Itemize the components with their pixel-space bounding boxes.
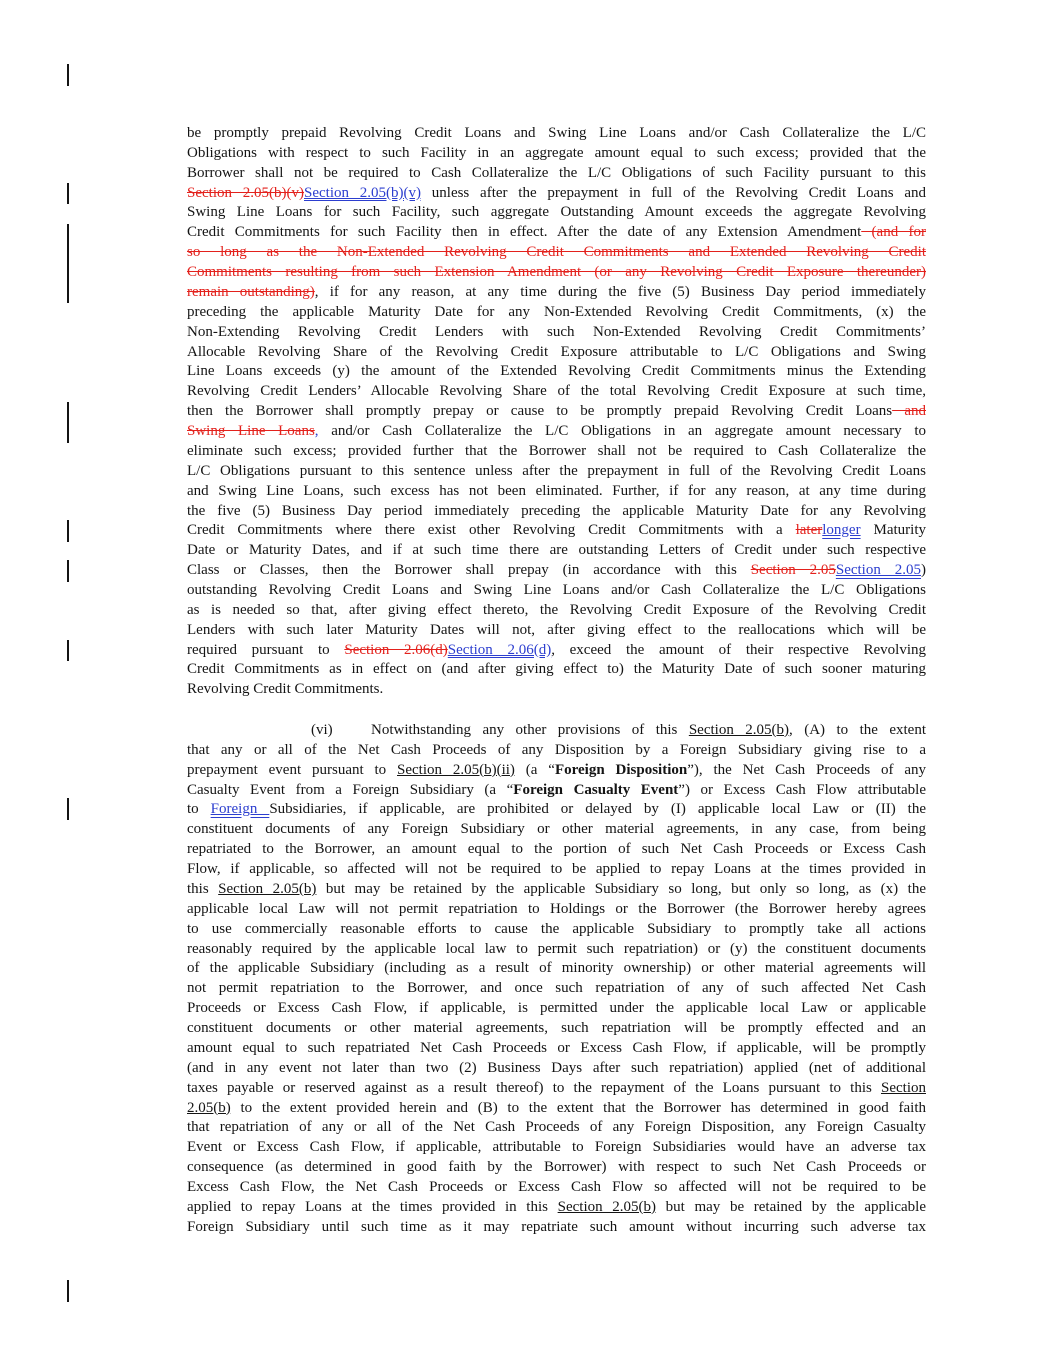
text-run: Credit Commitments for such Facility then in effect. After the date of any Extension Amendment xyxy=(187,224,862,241)
text-line xyxy=(187,959,926,979)
text-run: Lenders with such later Maturity Dates will not, after giving effect to the reallocations which will be xyxy=(187,621,926,638)
text-line xyxy=(187,203,926,223)
text-run: (and in any event not later than two (2) Business Days after such repatriation) applied (net of additional xyxy=(187,1059,926,1076)
text-line xyxy=(187,422,926,442)
text-line xyxy=(187,243,926,263)
text-line xyxy=(187,263,926,283)
text-run: to use commercially reasonable efforts to cause the applicable Subsidiary to promptly take all actions xyxy=(187,920,926,937)
text-run: unless after the prepayment in full of the Revolving Credit Loans and xyxy=(421,184,926,201)
text-run: , if for any reason, at any time during the five (5) Business Day period immediately xyxy=(314,283,927,300)
text-run: Credit Commitments as in effect on (and after giving effect to) the Maturity Date of such sooner maturing xyxy=(187,661,926,678)
text-line xyxy=(187,900,926,920)
text-line xyxy=(187,920,926,940)
text-run: Subsidiaries, if applicable, are prohibited or delayed by (I) applicable local Law or (II) the xyxy=(269,801,927,818)
text-line xyxy=(187,621,926,641)
deleted-text: so long as the Non-Extended Revolving Credit Commitments and Extended Revolving Credit xyxy=(187,244,926,261)
text-run: Non-Extending Revolving Credit Lenders with such Non-Extended Revolving Credit Commitments’ xyxy=(187,323,926,340)
text-run: to xyxy=(187,801,211,818)
text-line xyxy=(187,184,926,204)
text-run: ) xyxy=(921,562,926,579)
text-run: ”) or Excess Cash Flow attributable xyxy=(678,781,926,798)
text-line xyxy=(187,581,926,601)
deleted-text: Section 2.06(d) xyxy=(344,641,448,658)
change-bar xyxy=(67,520,69,542)
text-run: Allocable Revolving Share of the Revolving Credit Exposure attributable to L/C Obligations and Swing xyxy=(187,343,926,360)
text-run: but may be retained by the applicable Subsidiary so long, but only so long, as (x) the xyxy=(316,880,926,897)
text-line xyxy=(187,1198,926,1218)
text-line xyxy=(187,940,926,960)
text-line xyxy=(187,561,926,581)
deleted-text: remain outstanding) xyxy=(187,283,315,300)
text-run: of the applicable Subsidiary (including as a result of minority ownership) or other material agreements will xyxy=(187,960,926,977)
inserted-text: Foreign xyxy=(210,801,270,818)
text-run: Foreign Subsidiary until such time as it may repatriate such amount without incurring such adverse tax xyxy=(187,1218,926,1235)
text-run: Date or Maturity Dates, and if at such time there are outstanding Letters of Credit under such respective xyxy=(187,542,926,559)
text-line xyxy=(187,343,926,363)
text-run: Event or Excess Cash Flow, if applicable, attributable to Foreign Subsidiaries would have an adverse tax xyxy=(187,1139,926,1156)
section-reference: Section xyxy=(881,1079,926,1096)
text-line xyxy=(187,840,926,860)
text-run: Revolving Credit Lenders’ Allocable Revolving Share of the total Revolving Credit Exposure at such time, xyxy=(187,383,926,400)
section-reference: Section 2.05(b) xyxy=(218,880,317,897)
text-line xyxy=(187,382,926,402)
section-reference: Section 2.05(b) xyxy=(557,1198,657,1215)
defined-term: Foreign Casualty Event xyxy=(513,781,679,798)
text-run: applied to repay Loans at the times provided in this xyxy=(187,1198,558,1215)
defined-term: Foreign Disposition xyxy=(554,761,688,778)
text-run: be promptly prepaid Revolving Credit Loans and Swing Line Loans and/or Cash Collateralize the L/C xyxy=(187,125,926,141)
text-line xyxy=(187,781,926,801)
text-run: applicable local Law will not permit repatriation to Holdings or the Borrower (the Borrower hereby agrees xyxy=(187,900,926,917)
change-bar xyxy=(67,224,69,303)
deleted-text: Section 2.05(b)(v) xyxy=(187,184,304,201)
deleted-text: later xyxy=(795,522,823,539)
text-run: required pursuant to xyxy=(187,641,345,658)
text-line xyxy=(187,1218,926,1238)
deleted-text: and xyxy=(892,403,926,420)
text-line xyxy=(187,1099,926,1119)
text-run: Excess Cash Flow, the Net Cash Proceeds or Excess Cash Flow so affected will not be required to be xyxy=(187,1179,926,1195)
inserted-text: Section 2.05(b)(v) xyxy=(304,184,421,201)
text-run: Line Loans exceeds (y) the amount of the Extended Revolving Credit Commitments minus the Extending xyxy=(187,363,926,380)
text-line xyxy=(187,680,926,700)
text-line xyxy=(187,223,926,243)
change-bar xyxy=(67,402,69,443)
deleted-text: Commitments resulting from such Extension Amendment (or any Revolving Credit Exposure thereunder) xyxy=(187,264,926,281)
text-line xyxy=(187,1138,926,1158)
change-bar xyxy=(67,1280,69,1302)
text-run: Swing Line Loans for such Facility, such aggregate Outstanding Amount exceeds the aggregate Revolving xyxy=(187,204,926,221)
text-line xyxy=(187,761,926,781)
text-line xyxy=(187,641,926,661)
text-line xyxy=(187,323,926,343)
text-run: , (A) to the extent xyxy=(789,722,927,738)
text-run: repatriated to the Borrower, an amount equal to the portion of such Net Cash Proceeds or Excess Cash xyxy=(187,841,926,858)
text-line xyxy=(187,741,926,761)
text-line xyxy=(187,601,926,621)
text-line xyxy=(187,999,926,1019)
text-line xyxy=(187,303,926,323)
text-run: that any or all of the Net Cash Proceeds of any Disposition by a Foreign Subsidiary giving rise to a xyxy=(187,741,926,758)
text-run: Credit Commitments where there exist other Revolving Credit Commitments with a xyxy=(187,522,796,539)
inserted-text: , xyxy=(314,423,319,440)
text-run: Notwithstanding any other provisions of this xyxy=(371,722,689,738)
text-line xyxy=(187,880,926,900)
text-run: the five (5) Business Day period immediately preceding the applicable Maturity Date for any Revolving xyxy=(187,502,926,519)
text-line xyxy=(187,521,926,541)
text-run: eliminate such excess; provided further that the Borrower shall not be required to Cash Collateralize the xyxy=(187,442,926,459)
text-run: consequence (as determined in good faith by the Borrower) with respect to such Net Cash Proceeds or xyxy=(187,1159,926,1176)
text-line xyxy=(371,721,926,741)
text-run: to the extent provided herein and (B) to the extent that the Borrower has determined in good faith xyxy=(230,1099,926,1116)
text-run: not permit repatriation to the Borrower, and once such repatriation of any of such affected Net Cash xyxy=(187,980,926,997)
text-line xyxy=(187,124,926,144)
text-run: Flow, if applicable, so affected will not be required to be applied to repay Loans at the times provided in xyxy=(187,861,926,878)
text-line xyxy=(187,502,926,522)
text-line xyxy=(187,283,926,303)
change-bar xyxy=(67,64,69,86)
text-run: outstanding Revolving Credit Loans and Swing Line Loans and/or Cash Collateralize the L/C Obligations xyxy=(187,582,926,598)
change-bar xyxy=(67,798,69,820)
text-run: then the Borrower shall promptly prepay or cause to be promptly prepaid Revolving Credit Loans xyxy=(187,403,893,420)
text-run: preceding the applicable Maturity Date for any Non-Extended Revolving Credit Commitments, (x) the xyxy=(187,303,926,320)
inserted-text: Section 2.05 xyxy=(835,562,921,579)
text-run: Casualty Event from a Foreign Subsidiary (a “ xyxy=(187,781,514,798)
text-run: but may be retained by the applicable xyxy=(656,1198,926,1215)
text-line xyxy=(187,442,926,462)
text-run: Obligations with respect to such Facility in an aggregate amount equal to such excess; provided that the xyxy=(187,144,926,161)
text-run: Revolving Credit Commitments. xyxy=(187,681,384,698)
section-reference: 2.05(b) xyxy=(187,1099,231,1116)
text-run: ”), the Net Cash Proceeds of any xyxy=(687,761,927,778)
text-run: and Swing Line Loans, such excess has not been eliminated. Further, if for any reason, at any time during xyxy=(187,482,926,499)
text-run: reasonably required by the applicable local law to permit such repatriation) or (y) the constituent documents xyxy=(187,940,926,957)
text-line xyxy=(187,541,926,561)
text-line xyxy=(187,144,926,164)
text-run: constituent documents or other material agreements, such repatriation will be promptly effected and an xyxy=(187,1020,926,1037)
text-line xyxy=(187,1178,926,1198)
text-run: that repatriation of any or all of the Net Cash Proceeds of any Foreign Disposition, any Foreign Casualty xyxy=(187,1119,926,1136)
text-line xyxy=(187,1019,926,1039)
change-bar xyxy=(67,560,69,582)
text-line xyxy=(187,1158,926,1178)
text-run: amount equal to such repatriated Net Cash Proceeds or Excess Cash Flow, if applicable, will be promptly xyxy=(187,1039,926,1056)
text-line xyxy=(187,164,926,184)
text-line xyxy=(187,820,926,840)
text-run: prepayment event pursuant to xyxy=(187,761,398,778)
text-run: Proceeds or Excess Cash Flow, if applicable, is permitted under the applicable local Law or applicable xyxy=(187,1000,926,1017)
text-line xyxy=(187,979,926,999)
text-run: taxes payable or reserved against as a result thereof) to the repayment of the Loans pursuant to this xyxy=(187,1079,881,1096)
text-line xyxy=(187,1039,926,1059)
text-line xyxy=(187,860,926,880)
section-reference: Section 2.05(b) xyxy=(688,722,790,738)
deleted-text: Swing Line Loans xyxy=(187,423,315,440)
deleted-text: (and for xyxy=(861,224,926,241)
text-run: as is needed so that, after giving effect thereto, the Revolving Credit Exposure of the Revolving Credit xyxy=(187,601,926,618)
text-line xyxy=(187,660,926,680)
text-line xyxy=(187,402,926,422)
text-line xyxy=(187,362,926,382)
text-run: this xyxy=(187,880,219,897)
text-run: , exceed the amount of their respective Revolving xyxy=(551,641,926,658)
text-run: Class or Classes, then the Borrower shall prepay (in accordance with this xyxy=(187,562,751,579)
text-run: (a “ xyxy=(514,761,555,778)
text-run: Borrower shall not be required to Cash Collateralize the L/C Obligations of such Facility pursuant to this xyxy=(187,164,926,181)
change-bar xyxy=(67,183,69,204)
text-line xyxy=(187,482,926,502)
text-run: and/or Cash Collateralize the L/C Obligations in an aggregate amount necessary to xyxy=(318,423,926,440)
text-line xyxy=(187,1079,926,1099)
text-run: Maturity xyxy=(860,522,926,539)
text-run: L/C Obligations pursuant to this sentence unless after the prepayment in full of the Revolving Credit Loans xyxy=(187,462,926,479)
text-line xyxy=(187,462,926,482)
change-bar xyxy=(67,640,69,661)
inserted-text: Section 2.06(d) xyxy=(447,641,552,658)
inserted-text: longer xyxy=(822,522,861,539)
text-line xyxy=(187,1118,926,1138)
deleted-text: Section 2.05 xyxy=(750,562,836,579)
subsection-label: (vi) xyxy=(311,722,333,738)
text-line xyxy=(187,1059,926,1079)
section-reference: Section 2.05(b)(ii) xyxy=(397,761,515,778)
text-line xyxy=(187,800,926,820)
text-run: constituent documents of any Foreign Subsidiary or other material agreements, in any case, from being xyxy=(187,821,926,838)
